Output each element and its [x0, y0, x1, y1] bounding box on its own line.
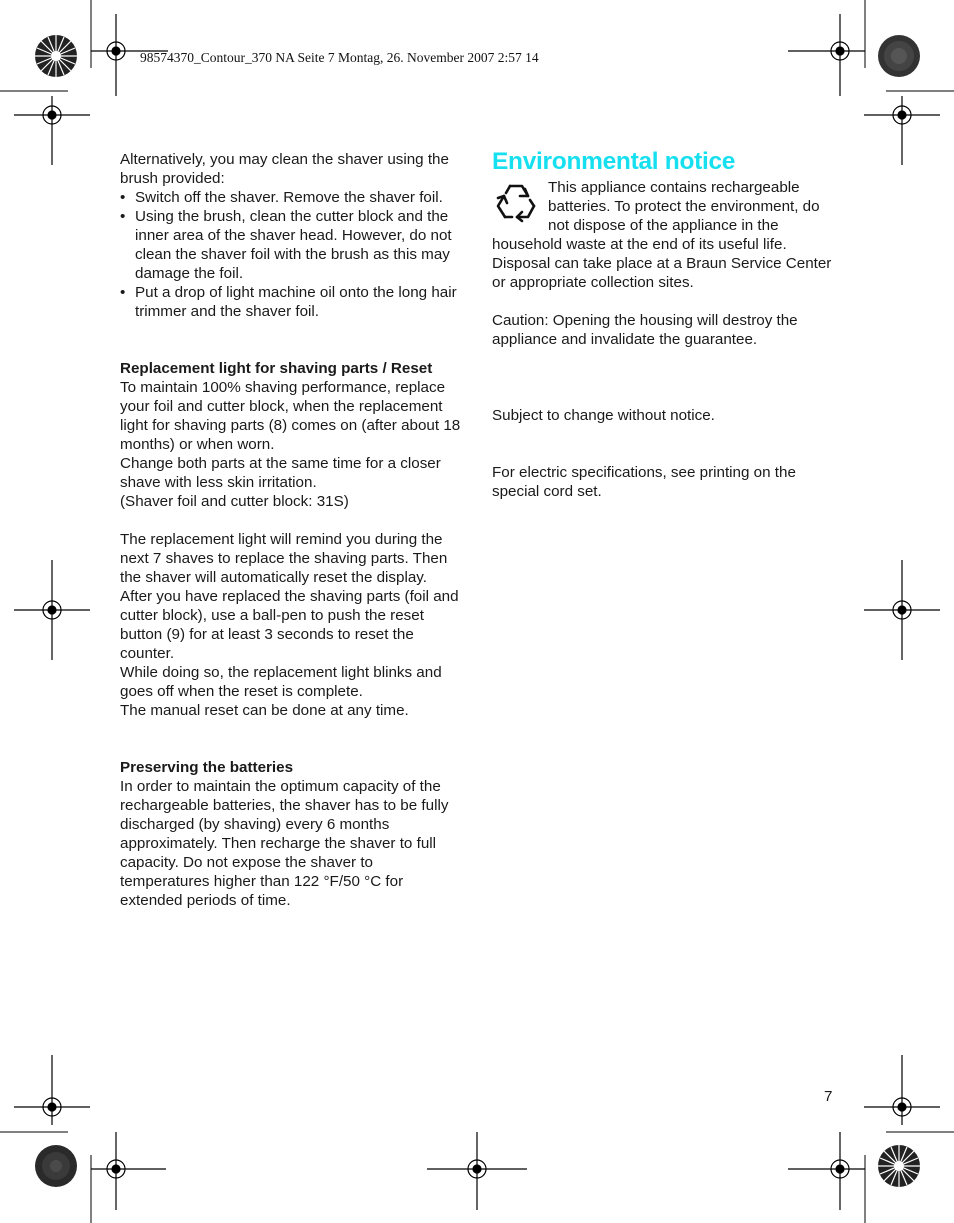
right-column: [492, 146, 837, 501]
registration-mark-icon: [14, 1055, 90, 1125]
replacement-paragraph: Change both parts at the same time for a closer shave with less skin irritation.: [120, 455, 441, 491]
change-notice: Subject to change without notice.: [492, 407, 715, 424]
reset-paragraph: While doing so, the replacement light blinks and goes off when the reset is complete.: [120, 664, 442, 700]
color-bar-icon: [878, 35, 920, 77]
registration-mark-icon: [788, 14, 865, 96]
list-item: • Put a drop of light machine oil onto the long hair trimmer and the shaver foil.: [120, 283, 465, 321]
registration-mark-icon: [864, 96, 940, 165]
electric-specs-note: For electric specifications, see printing on the special cord set.: [492, 464, 796, 500]
page-number: 7: [824, 1088, 833, 1105]
color-bar-icon: [35, 35, 77, 77]
replacement-paragraph: To maintain 100% shaving performance, replace your foil and cutter block, when the replacement light for shaving parts (8) comes on (after about 18 months) or when worn.: [120, 379, 461, 453]
reset-paragraph: After you have replaced the shaving parts (foil and cutter block), use a ball-pen to push the reset button (9) for at least 3 seconds to reset the counter.: [120, 588, 459, 662]
registration-mark-icon: [14, 96, 90, 165]
registration-mark-icon: [91, 1132, 166, 1210]
recycle-icon: [492, 180, 540, 228]
cleaning-intro: Alternatively, you may clean the shaver using the brush provided:: [120, 151, 449, 187]
registration-mark-icon: [427, 1132, 527, 1210]
cleaning-steps: [120, 188, 465, 321]
color-bar-icon: [878, 1145, 920, 1187]
replacement-heading: Replacement light for shaving parts / Reset: [120, 360, 433, 377]
environmental-heading: Environmental notice: [492, 148, 736, 175]
registration-mark-icon: [864, 560, 940, 660]
registration-mark-icon: [788, 1132, 865, 1210]
replacement-paragraph: (Shaver foil and cutter block: 31S): [120, 493, 349, 510]
environmental-paragraph: This appliance contains rechargeable batteries. To protect the environment, do not dispose of the appliance in the household waste at the end of its useful life. Disposal can take place at a Braun Service Center or appropriate collection sites.: [492, 179, 832, 291]
registration-mark-icon: [14, 560, 90, 660]
list-item: • Switch off the shaver. Remove the shaver foil.: [120, 188, 465, 207]
batteries-paragraph: In order to maintain the optimum capacity of the rechargeable batteries, the shaver has to be fully discharged (by shaving) every 6 months approximately. Then recharge the shaver to full capacity. Do not expose the shaver to temperatures higher than 122 °F/50 °C for extended periods of time.: [120, 778, 449, 909]
list-item: • Using the brush, clean the cutter block and the inner area of the shaver head. However, do not clean the shaver foil with the brush as this may damage the foil.: [120, 207, 465, 283]
left-column: [120, 150, 465, 910]
caution-paragraph: Caution: Opening the housing will destroy the appliance and invalidate the guarantee.: [492, 312, 798, 348]
reset-paragraph: The replacement light will remind you during the next 7 shaves to replace the shaving parts. Then the shaver will automatically reset the display.: [120, 531, 448, 586]
color-bar-icon: [35, 1145, 77, 1187]
registration-mark-icon: [864, 1055, 940, 1125]
batteries-heading: Preserving the batteries: [120, 759, 294, 776]
reset-paragraph: The manual reset can be done at any time.: [120, 702, 409, 719]
print-slug: 98574370_Contour_370 NA Seite 7 Montag, 26. November 2007 2:57 14: [140, 50, 539, 65]
